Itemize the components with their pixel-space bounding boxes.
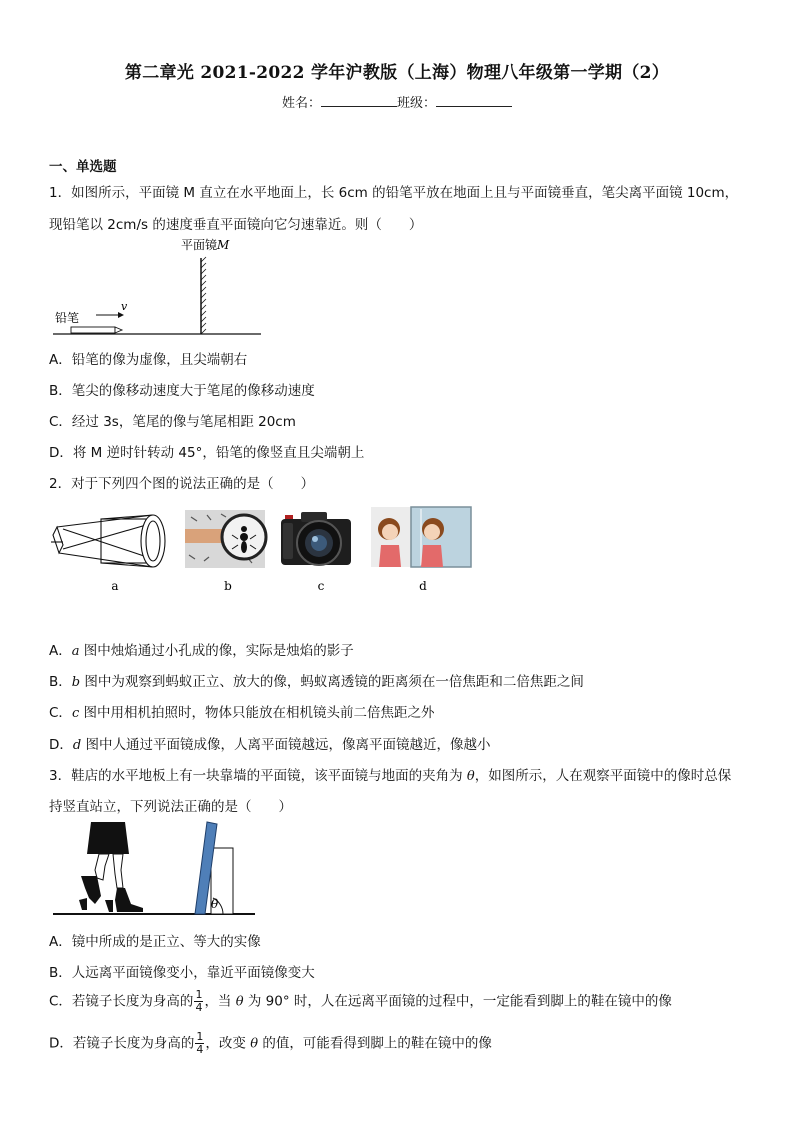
- class-label: 班级：: [397, 96, 437, 111]
- q3-option-c: C．若镜子长度为身高的 $\frac{1}{4}$ ，当 θ 为 90° 时，人在远离平面镜的过程中，一定能看到脚上的鞋在镜中的像: [49, 988, 672, 1014]
- camera-image: [281, 512, 351, 565]
- magnifier-ant-image: [185, 510, 266, 568]
- theta-label: θ: [211, 897, 219, 911]
- figure-label-d: d: [419, 579, 427, 593]
- q2-option-c: C．c 图中用相机拍照时，物体只能放在相机镜头前二倍焦距之外: [49, 705, 435, 721]
- q1-option-d: D．将 M 逆时针转动 45°，铅笔的像竖直且尖端朝上: [49, 445, 365, 461]
- q3-stem-line1: 3．鞋店的水平地板上有一块靠墙的平面镜，该平面镜与地面的夹角为 θ，如图所示，人在观察平面镜中的像时总保: [49, 768, 732, 784]
- q3-option-a: A．镜中所成的是正立、等大的实像: [49, 934, 261, 950]
- figure-label-c: c: [317, 579, 325, 593]
- shoe-mirror-diagram: [49, 818, 259, 920]
- skirt-shape: [87, 822, 129, 854]
- fraction-quarter: $\frac{1}{4}$: [195, 988, 203, 1014]
- name-blank[interactable]: [321, 94, 397, 107]
- name-label: 姓名：: [281, 96, 321, 111]
- q1-stem-line1: 1．如图所示，平面镜 M 直立在水平地面上，长 6cm 的铅笔平放在地面上且与平面镜垂直，笔尖离平面镜 10cm，: [49, 185, 739, 201]
- mirror-pencil-diagram: [49, 236, 269, 340]
- q1-figure: [49, 236, 269, 340]
- pinhole-camera-image: [51, 515, 165, 567]
- q2-figures: [49, 505, 474, 597]
- q1-option-c: C．经过 3s，笔尾的像与笔尾相距 20cm: [49, 414, 296, 430]
- q3-option-d: D．若镜子长度为身高的 $\frac{1}{4}$ ，改变 θ 的值，可能看得到脚上的鞋在镜中的像: [49, 1030, 492, 1056]
- figure-label-b: b: [224, 579, 232, 593]
- velocity-label: v: [121, 300, 128, 313]
- q3-stem-line2: 持竖直站立，下列说法正确的是（ ）: [49, 799, 292, 815]
- q3-option-b: B．人远离平面镜像变小，靠近平面镜像变大: [49, 965, 315, 981]
- four-pictures: [49, 505, 474, 597]
- section-title: 一、单选题: [49, 159, 117, 175]
- q3-figure: [49, 818, 259, 920]
- pencil-label: 铅笔: [55, 311, 80, 325]
- person-mirror-image: [371, 507, 471, 567]
- q2-option-a: A．a 图中烛焰通过小孔成的像，实际是烛焰的影子: [49, 643, 354, 659]
- mirror-label: 平面镜M: [181, 238, 230, 252]
- student-info: [0, 92, 794, 111]
- figure-label-a: a: [111, 579, 119, 593]
- q1-option-a: A．铅笔的像为虚像，且尖端朝右: [49, 352, 248, 368]
- q1-stem-line2: 现铅笔以 2cm/s 的速度垂直平面镜向它匀速靠近。则（ ）: [49, 217, 423, 233]
- q1-option-b: B．笔尖的像移动速度大于笔尾的像移动速度: [49, 383, 315, 399]
- q2-option-d: D．d 图中人通过平面镜成像，人离平面镜越远，像离平面镜越近，像越小: [49, 737, 491, 753]
- page-title: 第二章光 2021-2022 学年沪教版（上海）物理八年级第一学期（2）: [124, 63, 670, 83]
- q2-option-b: B．b 图中为观察到蚂蚁正立、放大的像，蚂蚁离透镜的距离须在一倍焦距和二倍焦距之间: [49, 674, 584, 690]
- class-blank[interactable]: [436, 94, 512, 107]
- fraction-quarter: $\frac{1}{4}$: [196, 1030, 204, 1056]
- pencil-shape: [71, 327, 115, 333]
- q2-stem: 2．对于下列四个图的说法正确的是（ ）: [49, 476, 315, 492]
